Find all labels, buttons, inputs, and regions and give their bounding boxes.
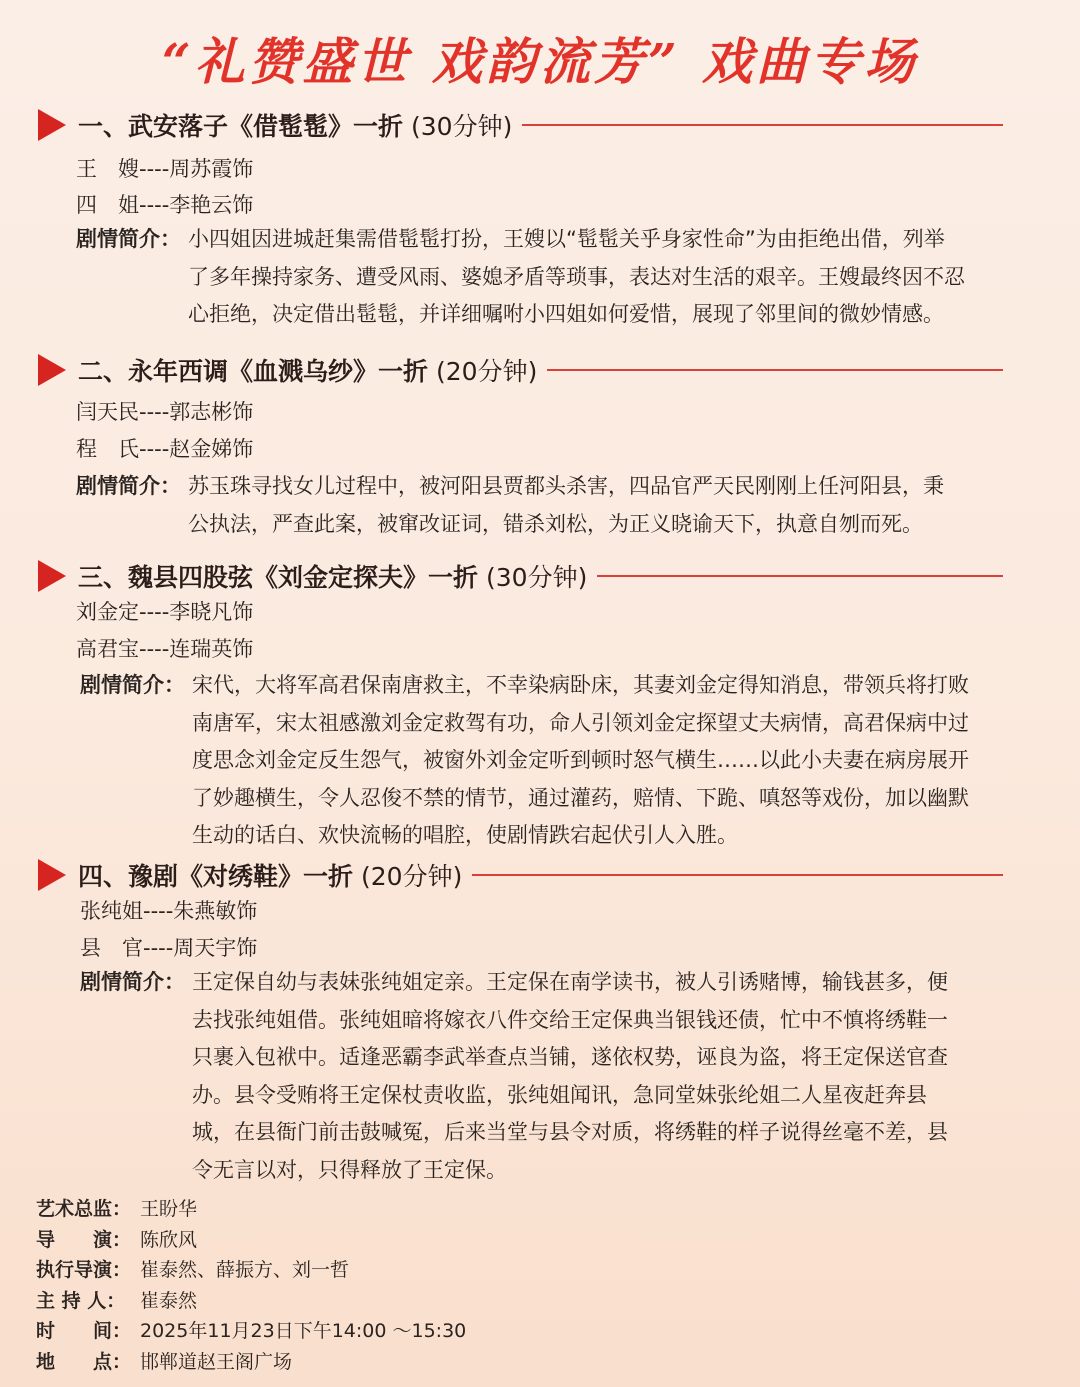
credit-executive-director bbox=[36, 1255, 466, 1286]
plot-line: 心拒绝，决定借出髢髢，并详细嘱咐小四姐如何爱惜，展现了邻里间的微妙情感。 bbox=[188, 302, 944, 326]
plot-line: 公执法，严查此案，被窜改证词，错杀刘松，为正义晓谕天下，执意自刎而死。 bbox=[188, 511, 923, 536]
plot-label: 剧情简介： bbox=[80, 970, 185, 994]
plot-label: 剧情简介： bbox=[80, 673, 185, 697]
page-title: “礼赞盛世 戏韵流芳” 戏曲专场 bbox=[161, 32, 919, 91]
plot-line: 去找张纯姐借。张纯姐暗将嫁衣八件交给王定保典当银钱还债，忙中不慎将绣鞋一 bbox=[192, 1007, 948, 1032]
section-duration: (30分钟) bbox=[486, 563, 588, 592]
plot-summary bbox=[188, 221, 965, 334]
cast-line: 王 嫂----周苏霞饰 bbox=[76, 157, 254, 181]
section-title: 二、永年西调《血溅乌纱》一折 bbox=[78, 357, 429, 386]
plot-summary bbox=[192, 964, 948, 1189]
plot-line: 只裹入包袱中。适逢恶霸李武举查点当铺，遂依权势，诬良为盗，将王定保送官查 bbox=[192, 1045, 948, 1069]
credit-location bbox=[36, 1347, 466, 1378]
section-header bbox=[38, 855, 1003, 895]
credit-value: 崔泰然 bbox=[140, 1289, 198, 1312]
section-title: 三、魏县四股弦《刘金定探夫》一折 bbox=[78, 563, 479, 592]
credit-label: 主 持 人： bbox=[36, 1289, 126, 1312]
credit-director bbox=[36, 1225, 466, 1256]
plot-line: 生动的话白、欢快流畅的唱腔，使剧情跌宕起伏引人入胜。 bbox=[192, 823, 738, 847]
cast-line: 闫天民----郭志彬饰 bbox=[76, 400, 254, 424]
section-title: 一、武安落子《借髢髢》一折 bbox=[78, 112, 404, 141]
plot-line: 城，在县衙门前击鼓喊冤，后来当堂与县令对质，将绣鞋的样子说得丝毫不差，县 bbox=[192, 1120, 948, 1144]
cast-line: 高君宝----连瑞英饰 bbox=[76, 637, 254, 661]
section-duration: (20分钟) bbox=[436, 357, 538, 386]
credit-value: 邯郸道赵王阁广场 bbox=[140, 1350, 293, 1373]
credit-art-director bbox=[36, 1194, 466, 1225]
plot-line: 度思念刘金定反生怨气，被窗外刘金定听到顿时怒气横生……以此小夫妻在病房展开 bbox=[192, 748, 969, 772]
cast-line: 四 姐----李艳云饰 bbox=[76, 193, 254, 217]
triangle-marker-icon bbox=[38, 354, 66, 386]
credits bbox=[36, 1194, 466, 1378]
header-rule bbox=[547, 369, 1003, 371]
plot-line: 南唐军，宋太祖感激刘金定救驾有功，命人引领刘金定探望丈夫病情，高君保病中过 bbox=[192, 710, 969, 735]
plot-line: 了多年操持家务、遭受风雨、婆媳矛盾等琐事，表达对生活的艰辛。王嫂最终因不忍 bbox=[188, 264, 965, 289]
header-rule bbox=[522, 124, 1003, 126]
credit-label: 艺术总监： bbox=[36, 1198, 132, 1220]
header-rule bbox=[472, 874, 1003, 876]
plot-line: 令无言以对，只得释放了王定保。 bbox=[192, 1157, 507, 1182]
cast-line: 刘金定----李晓凡饰 bbox=[76, 600, 254, 624]
credit-time bbox=[36, 1316, 466, 1347]
credit-value: 崔泰然、薛振方、刘一哲 bbox=[140, 1259, 350, 1282]
credit-label: 时 间： bbox=[36, 1320, 132, 1343]
credit-label: 执行导演： bbox=[36, 1259, 132, 1282]
credit-value: 2025年11月23日下午14:00 ～15:30 bbox=[140, 1320, 467, 1343]
cast-line: 县 官----周天宇饰 bbox=[80, 936, 258, 960]
credit-label: 地 点： bbox=[36, 1350, 132, 1373]
plot-line: 苏玉珠寻找女儿过程中，被河阳县贾都头杀害，四品官严天民刚刚上任河阳县，秉 bbox=[188, 474, 944, 498]
header-rule bbox=[597, 575, 1003, 577]
credit-value: 王盼华 bbox=[140, 1198, 198, 1220]
plot-label: 剧情简介： bbox=[76, 227, 181, 251]
credit-host bbox=[36, 1286, 466, 1317]
triangle-marker-icon bbox=[38, 109, 66, 141]
credit-label: 导 演： bbox=[36, 1228, 132, 1251]
plot-label: 剧情简介： bbox=[76, 474, 181, 498]
plot-line: 办。县令受贿将王定保杖责收监，张纯姐闻讯，急同堂妹张纶姐二人星夜赶奔县 bbox=[192, 1082, 927, 1107]
plot-line: 了妙趣横生，令人忍俊不禁的情节，通过灌药，赔情、下跪、嗔怒等戏份，加以幽默 bbox=[192, 785, 969, 810]
section-title: 四、豫剧《对绣鞋》一折 bbox=[78, 862, 354, 891]
plot-line: 小四姐因进城赶集需借髢髢打扮，王嫂以“髢髢关乎身家性命”为由拒绝出借，列举 bbox=[188, 227, 945, 251]
plot-summary bbox=[188, 468, 944, 543]
cast-line: 张纯姐----朱燕敏饰 bbox=[80, 899, 258, 923]
triangle-marker-icon bbox=[38, 859, 66, 891]
triangle-marker-icon bbox=[38, 560, 66, 592]
section-duration: (20分钟) bbox=[361, 862, 463, 891]
section-header bbox=[38, 350, 1003, 390]
section-header bbox=[38, 556, 1003, 596]
cast-line: 程 氏----赵金娣饰 bbox=[76, 437, 254, 461]
section-duration: (30分钟) bbox=[411, 112, 513, 141]
section-header bbox=[38, 105, 1003, 145]
credit-value: 陈欣风 bbox=[140, 1228, 198, 1251]
plot-summary bbox=[192, 667, 969, 855]
plot-line: 宋代，大将军高君保南唐救主，不幸染病卧床，其妻刘金定得知消息，带领兵将打败 bbox=[192, 673, 969, 697]
plot-line: 王定保自幼与表妹张纯姐定亲。王定保在南学读书，被人引诱赌博，输钱甚多，便 bbox=[192, 970, 948, 994]
